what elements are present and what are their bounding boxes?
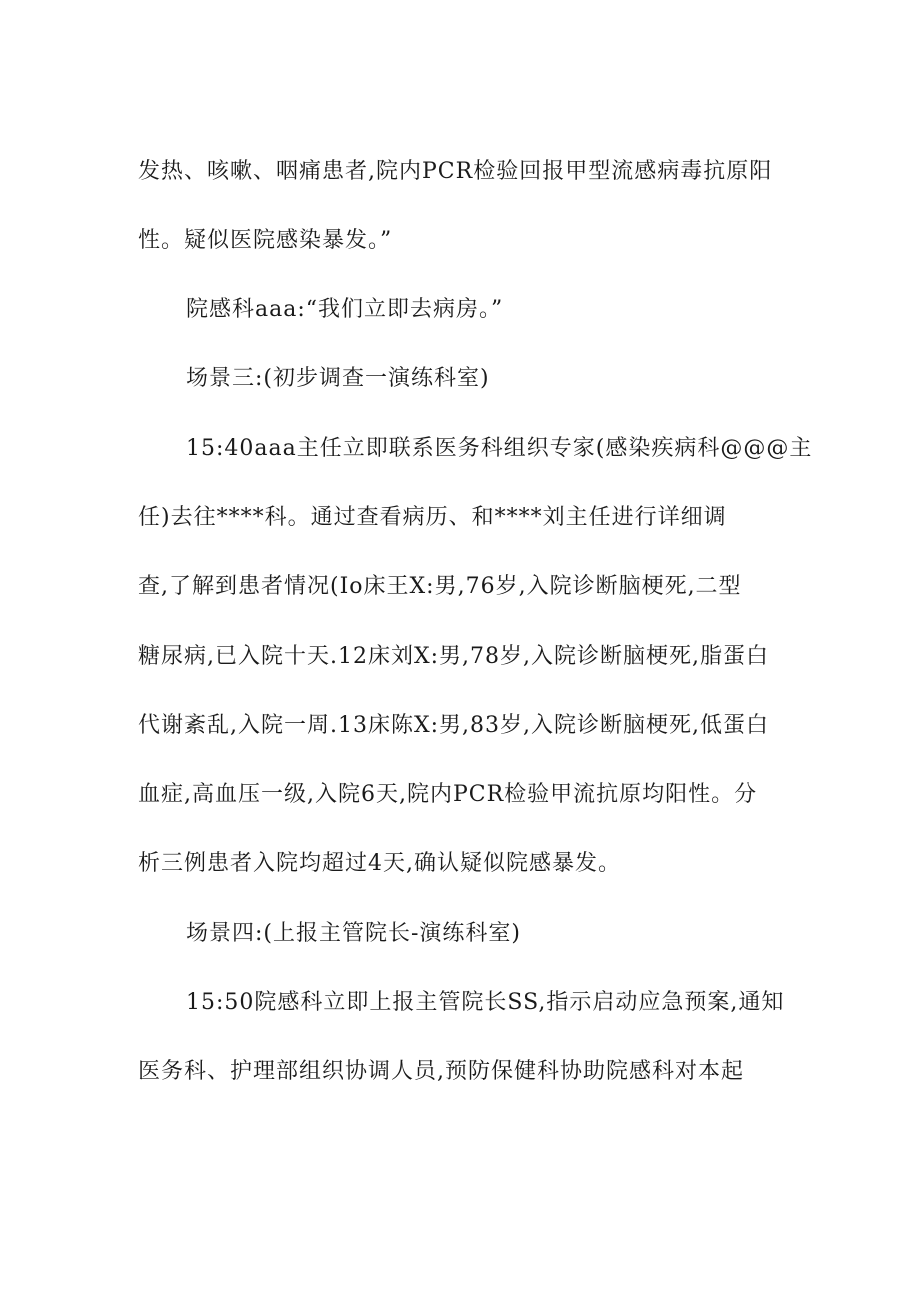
scene-heading: 场景四:(上报主管院长-演练科室) xyxy=(186,921,522,946)
text-line: 析三例患者入院均超过4天,确认疑似院感暴发。 xyxy=(138,851,621,876)
text-line: 15:40aaa主任立即联系医务科组织专家(感染疾病科@@@主 xyxy=(186,436,813,461)
text-line: 性。疑似医院感染暴发。” xyxy=(138,228,393,253)
text-line: 院感科aaa:“我们立即去病房。” xyxy=(186,297,504,322)
text-line: 医务科、护理部组织协调人员,预防保健科协助院感科对本起 xyxy=(138,1059,744,1084)
text-line: 糖尿病,已入院十天.12床刘X:男,78岁,入院诊断脑梗死,脂蛋白 xyxy=(138,644,770,669)
scene-heading: 场景三:(初步调查一演练科室) xyxy=(186,366,490,391)
text-line: 查,了解到患者情况(Io床王X:男,76岁,入院诊断脑梗死,二型 xyxy=(138,574,742,599)
text-line: 代谢紊乱,入院一周.13床陈X:男,83岁,入院诊断脑梗死,低蛋白 xyxy=(138,713,770,738)
text-line: 血症,高血压一级,入院6天,院内PCR检验甲流抗原均阳性。分 xyxy=(138,782,758,807)
text-line: 任)去往****科。通过查看病历、和****刘主任进行详细调 xyxy=(138,505,727,530)
text-line: 15:50院感科立即上报主管院长SS,指示启动应急预案,通知 xyxy=(186,990,785,1015)
text-line: 发热、咳嗽、咽痛患者,院内PCR检验回报甲型流感病毒抗原阳 xyxy=(138,159,773,184)
